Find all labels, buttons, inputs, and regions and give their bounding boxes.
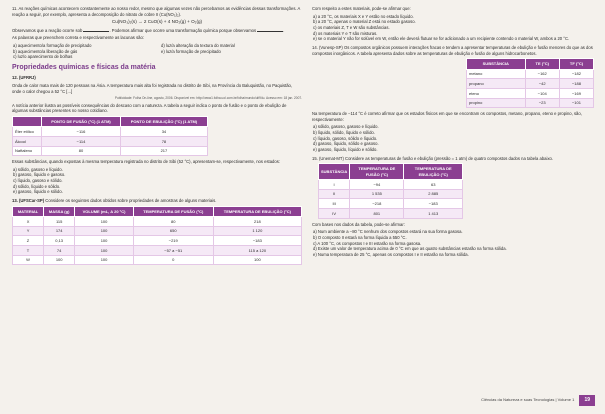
- right-column: [312, 6, 594, 261]
- page-number: 19: [579, 395, 595, 406]
- q11-option-a: a) aquecimento/a formação de precipitado: [13, 42, 92, 48]
- left-column: [12, 6, 302, 268]
- q12-option-b: b) gasoso, líquido e gasoso.: [13, 172, 66, 178]
- q12-option-a: a) sólido, gasoso e líquido.: [13, 166, 63, 172]
- q14-option-d: d) gasoso, líquido, sólido e gasoso.: [313, 141, 379, 147]
- table-row: eteno −104 −169: [467, 88, 594, 98]
- q13-option-d: d) os materiais Y e T são misturas.: [313, 30, 378, 36]
- q11-instruction: As palavras que preenchem correta e respectivamente as lacunas são:: [12, 35, 144, 41]
- q12-option-d: d) sólido, líquido e sólido.: [13, 183, 61, 189]
- blank-1: [83, 31, 109, 32]
- q14-option-c: c) líquido, gasoso, sólido e líquido.: [313, 135, 378, 141]
- q11-option-e: e) luz/a formação de precipitado: [161, 48, 221, 54]
- question-13: [12, 198, 302, 265]
- table-row: Naftaleno 80 217: [13, 146, 208, 156]
- q13-table: MATERIAL MASSA (g) VOLUME (mL, A 20 °C) TEMPERATURA DE FUSÃO (°C) TEMPERATURA DE EBULIÇÃO (°C) X 115 100 80 218 Y 174 100 650 1 120 Z 0,13 100 −219 −183 T 74 100 −57 a −51 115 a 120 W 100 100 0 100: [12, 206, 302, 265]
- question-13-options: [312, 6, 594, 42]
- table-row: X 115 100 80 218: [13, 217, 302, 227]
- question-11: [12, 6, 302, 60]
- q12-text: Onda de calor mata mais de 120 pessoas na Ásia. A temperatura mais alta foi registrada no distrito de Sibi, na Província do Baluquistão, no Paquistão, onde o calor chegou a 52 °C [...]: [12, 83, 293, 94]
- question-12: [12, 75, 302, 195]
- q11-intro: 11. As reações químicas acontecem constantemente ao nosso redor, mesmo que algumas vezes não percebamos as evidências dessas transformações. A reação a seguir, por exemplo, apresenta a decomposição do nitrato de cobre II (Cu(NO₃)₂).: [12, 6, 301, 17]
- q12-question: Essas substâncias, quando expostas à mesma temperatura registrada no distrito de Sibi (52 °C), apresentam-se, respectivamente, nos estados:: [12, 159, 280, 165]
- table-row: Y 174 100 650 1 120: [13, 226, 302, 236]
- table-row: Éter etílico −116 34: [13, 127, 208, 137]
- q14-option-a: a) sólido, gasoso, gasoso e líquido.: [313, 124, 379, 130]
- q14-option-e: e) gasoso, líquido, líquido e sólido.: [313, 147, 378, 153]
- q12-th-0: [13, 117, 42, 127]
- footer-text: Ciências da Natureza e suas Tecnologias | Volume 1: [481, 397, 575, 403]
- blank-2: [257, 31, 283, 32]
- q15-option-c: c) A 100 °C, os compostos I e III estarão na forma gasosa.: [313, 240, 422, 246]
- table-row: metano −162 −182: [467, 69, 594, 79]
- q13-options-intro: Com respeito a estes materiais, pode-se afirmar que:: [312, 6, 411, 11]
- question-14: [312, 45, 594, 153]
- q14-option-b: b) líquido, sólido, líquido e sólido.: [313, 130, 375, 136]
- q13-option-b: b) a 20 °C, apenas o material Z está no estado gasoso.: [313, 19, 416, 25]
- q11-text: Observamos que a reação ocorre sob . Podemos afirmar que ocorre uma transformação química porque observamos .: [12, 27, 285, 33]
- question-15: [312, 156, 594, 258]
- table-row: III −218 −183: [319, 199, 463, 209]
- q11-option-b: b) aquecimento/a liberação de gás: [13, 48, 78, 54]
- q15-table: SUBSTÂNCIA TEMPERATURA DE FUSÃO (°C) TEMPERATURA DE EBULIÇÃO (°C) I −94 63 II 1 535 2 885 III −218 −183 IV 801 1 413: [318, 163, 463, 218]
- q13-text: 13. (UFSCar-SP) Considere os seguintes dados obtidos sobre propriedades de amostras de alguns materiais.: [12, 198, 217, 204]
- q13-option-c: c) os materiais Z, T e W são substâncias.: [313, 25, 390, 31]
- q15-option-a: a) Num ambiente a −80 °C nenhum dos compostos estará na sua forma gasosa.: [313, 229, 463, 235]
- q11-option-c: c) luz/o aparecimento de bolhas: [13, 54, 73, 60]
- table-row: IV 801 1 413: [319, 208, 463, 218]
- q15-question: Com bases nos dados da tabela, pode-se afirmar:: [312, 221, 405, 227]
- q14-text: 14. (Vunesp-SP) Os compostos orgânicos possuem interações fracas e tendem a apresentar temperaturas de ebulição e fusão menores do que as dos compostos inorgânicos. A tabela apresenta dados sobre as temperaturas de ebulição e fusão de alguns hidrocarbonetos.: [312, 45, 593, 56]
- q15-option-e: e) Numa temperatura de 25 °C, apenas os compostos I e II estarão na forma sólida.: [313, 251, 469, 257]
- table-row: W 100 100 0 100: [13, 255, 302, 265]
- q12-th-1: PONTO DE FUSÃO (°C) (1 ATM): [42, 117, 121, 127]
- q15-option-d: d) Existe um valor de temperatura acima de 0 °C em que as quatro substâncias estarão na forma sólida.: [313, 246, 507, 252]
- q12-option-e: e) gasoso, líquido e sólido.: [13, 189, 63, 195]
- table-row: propino −23 −101: [467, 98, 594, 108]
- q12-source: Publicidade: Folha On-line, agosto, 2006. Disponível em: http://www1.folha.uol.com.br/folha/mundo/ult94u. Acesso em: 18 jan. 2007.: [114, 96, 302, 101]
- q13-option-a: a) a 20 °C, os materiais X e Y estão no estado líquido.: [313, 13, 414, 19]
- q15-text: 15. (Unemat-MT) Considere as temperaturas de fusão e ebulição (pressão = 1 atm) de quatro compostos dados na tabela abaixo.: [312, 155, 554, 161]
- q11-option-d: d) luz/a alteração da textura do material: [161, 42, 235, 48]
- q14-table: SUBSTÂNCIA TE (°C) TF (°C) metano −162 −182 propano −42 −188 eteno −104 −169 propino −23 −101: [466, 58, 594, 108]
- table-row: Z 0,13 100 −219 −183: [13, 236, 302, 246]
- table-row: Álcool −114 78: [13, 136, 208, 146]
- q13-option-e: e) se o material Y não for solúvel em W, então ele deverá flutuar se for adicionado a um recipiente contendo o material W, ambos a 20 °C.: [313, 36, 570, 42]
- table-row: I −94 63: [319, 180, 463, 190]
- table-row: II 1 535 2 885: [319, 189, 463, 199]
- q12-option-c: c) líquido, gasoso e sólido.: [13, 178, 63, 184]
- q12-label: 12. (UFRRJ): [12, 75, 36, 81]
- table-row: propano −42 −188: [467, 79, 594, 89]
- q15-option-b: b) O composto II estará na forma líquida a 550 °C.: [313, 234, 407, 240]
- q14-question: Na temperatura de −114 °C é correto afirmar que os estados físicos em que se encontram os compostos, metano, propano, eteno e propino, são, respectivamente:: [312, 111, 582, 122]
- section-title: Propriedades químicas e físicas da matéria: [12, 63, 156, 71]
- q12-text2: A notícia anterior ilustra as possíveis consequências do descaso com a natureza. A tabela a seguir indica o ponto de fusão e o ponto de ebulição de algumas substâncias presentes no nosso cotidiano.: [12, 102, 287, 114]
- table-row: T 74 100 −57 a −51 115 a 120: [13, 245, 302, 255]
- page-footer: [481, 395, 595, 406]
- q12-table: [12, 116, 208, 156]
- q12-th-2: PONTO DE EBULIÇÃO (°C) (1 ATM): [120, 117, 207, 127]
- q11-equation: Cu(NO₃)₂(s) → 2 CuO(s) + 4 NO₂(g) + O₂(g): [111, 19, 203, 25]
